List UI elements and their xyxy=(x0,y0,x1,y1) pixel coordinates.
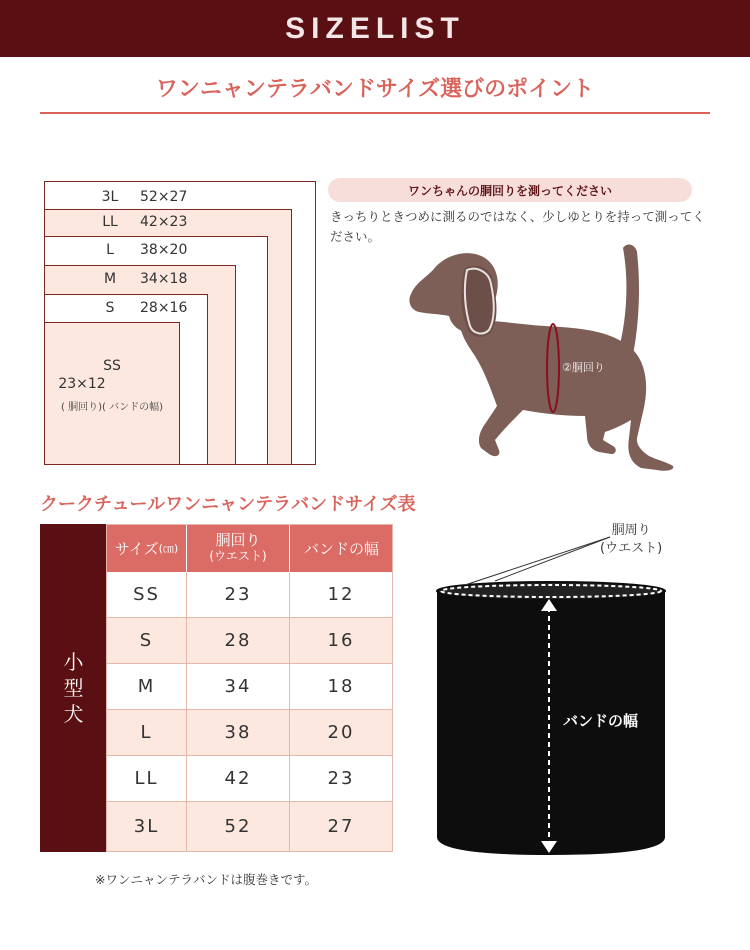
table-cell-width: 16 xyxy=(290,618,393,664)
column-header-size-label: サイズ xyxy=(114,539,159,558)
table-cell-girth: 42 xyxy=(187,756,290,802)
size-dims: 38×20 xyxy=(140,242,188,258)
size-name: L xyxy=(106,242,114,258)
size-dims: 42×23 xyxy=(140,214,188,230)
band-width-label: バンドの幅 xyxy=(563,712,639,730)
table-cell-width: 27 xyxy=(290,802,393,852)
column-header-band-width-label: バンドの幅 xyxy=(303,539,379,558)
table-cell-size: 3L xyxy=(107,802,187,852)
band-girth-label-sub: (ウエスト) xyxy=(600,541,663,556)
table-cell-girth: 28 xyxy=(187,618,290,664)
table-cell-size: S xyxy=(107,618,187,664)
table-cell-width: 12 xyxy=(290,572,393,618)
table-cell-size: LL xyxy=(107,756,187,802)
group-label-band xyxy=(40,524,107,852)
table-cell-size: SS xyxy=(107,572,187,618)
header-title: SIZELIST xyxy=(285,11,465,45)
measure-title-pill: ワンちゃんの胴回りを測ってください xyxy=(328,178,692,202)
column-header-size xyxy=(107,524,187,572)
table-cell-girth: 38 xyxy=(187,710,290,756)
ss-size-name: SS xyxy=(103,358,121,374)
ss-size-note: ( 胴回り)( バンドの幅) xyxy=(61,402,163,413)
girth-label: ②胴回り xyxy=(562,361,605,374)
table-cell-size: M xyxy=(107,664,187,710)
subtitle-divider xyxy=(40,112,710,114)
dog-silhouette-icon xyxy=(405,240,695,472)
table-cell-size: L xyxy=(107,710,187,756)
size-table-title: クークチュールワンニャンテラバンドサイズ表 xyxy=(40,494,416,515)
table-cell-width: 23 xyxy=(290,756,393,802)
band-diagram xyxy=(425,515,685,860)
page-subtitle: ワンニャンテラバンドサイズ選びのポイント xyxy=(155,77,595,102)
table-cell-width: 20 xyxy=(290,710,393,756)
size-name: S xyxy=(105,300,115,316)
table-cell-width: 18 xyxy=(290,664,393,710)
table-cell-girth: 34 xyxy=(187,664,290,710)
band-girth-label xyxy=(600,522,662,558)
table-cell-girth: 52 xyxy=(187,802,290,852)
table-cell-girth: 23 xyxy=(187,572,290,618)
column-header-band-width xyxy=(290,524,393,572)
column-header-girth-label: 胴回り xyxy=(215,531,261,549)
size-box-ss xyxy=(44,322,180,465)
ss-size-dims: 23×12 xyxy=(58,376,106,392)
size-dims: 28×16 xyxy=(140,300,188,316)
size-name: LL xyxy=(102,214,118,230)
size-dims: 52×27 xyxy=(140,189,188,205)
page-header xyxy=(0,0,750,57)
measure-description: きっちりときつめに測るのではなく、少しゆとりを持って測ってください。 xyxy=(330,209,705,244)
column-header-girth xyxy=(187,524,290,572)
size-name: 3L xyxy=(101,189,119,205)
column-header-girth-sub: (ウエスト) xyxy=(209,549,267,563)
footnote: ※ワンニャンテラバンドは腹巻きです。 xyxy=(95,872,317,887)
size-dims: 34×18 xyxy=(140,271,188,287)
group-label: 小型犬 xyxy=(63,650,84,726)
size-name: M xyxy=(103,271,117,287)
band-girth-label-main: 胴周り xyxy=(611,523,651,538)
column-header-size-unit: (㎝) xyxy=(158,542,179,555)
